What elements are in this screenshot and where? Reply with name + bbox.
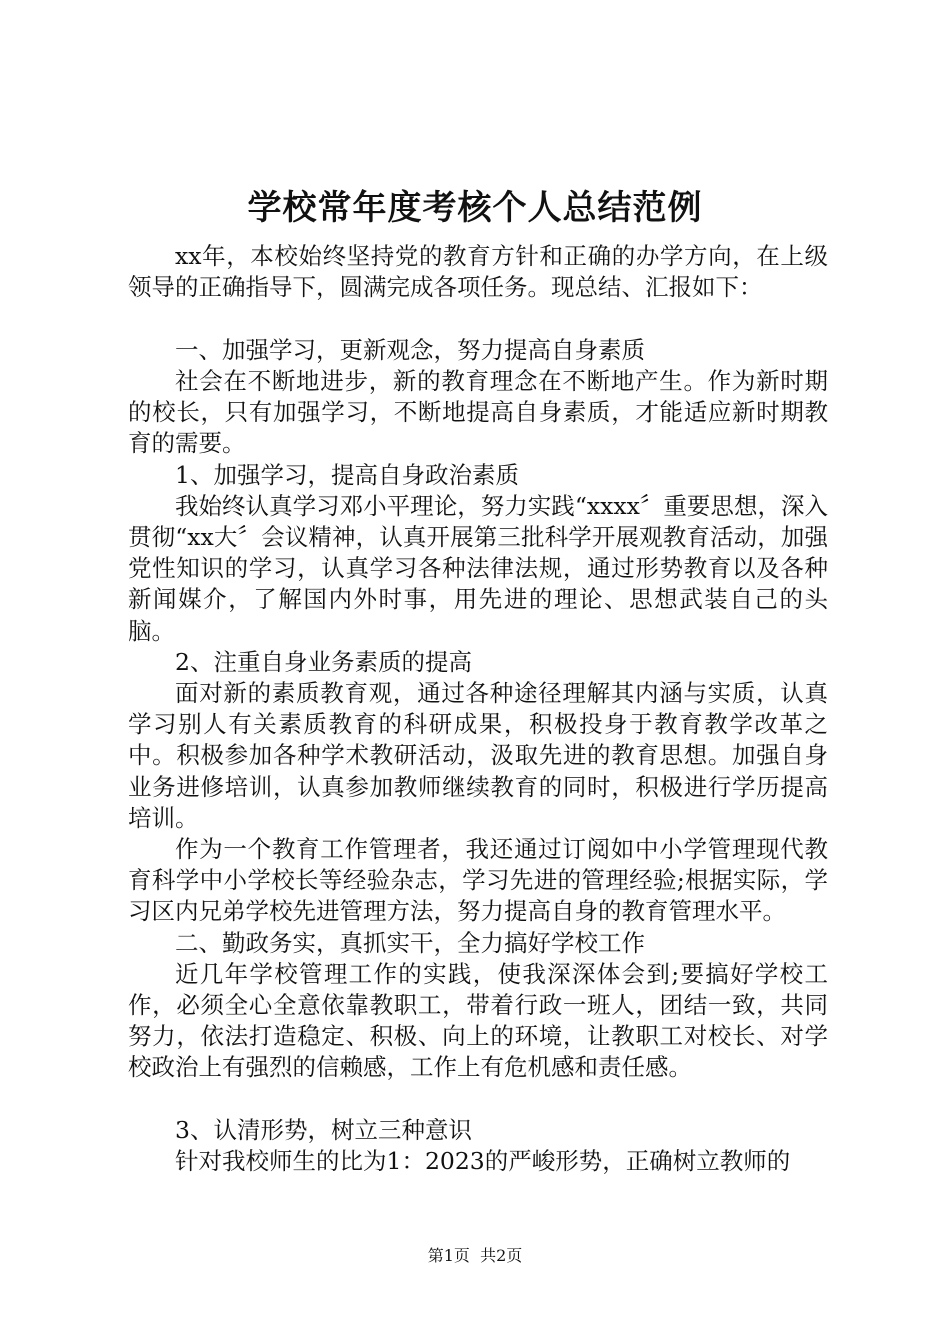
subsection-heading-2: 2、注重自身业务素质的提高 (175, 647, 472, 676)
document-body (128, 210, 828, 1177)
body-paragraph: 近几年学校管理工作的实践，使我深深体会到;要搞好学校工作，必须全心全意依靠教职工，带着行政一班人，团结一致，共同努力，依法打造稳定、积极、向上的环境，让教职工对校长、对学校政治上有强烈的信赖感，工作上有危机感和责任感。 (128, 959, 828, 1082)
page-total: 共2页 (480, 1246, 523, 1265)
section-heading-2: 二、勤政务实，真抓实干，全力搞好学校工作 (175, 928, 645, 957)
body-paragraph: 社会在不断地进步，新的教育理念在不断地产生。作为新时期的校长，只有加强学习，不断地提高自身素质，才能适应新时期教育的需要。 (128, 366, 828, 458)
document-title: 学校常年度考核个人总结范例 (247, 188, 703, 228)
spacer (128, 1084, 828, 1115)
body-paragraph: 面对新的素质教育观，通过各种途径理解其内涵与实质，认真学习别人有关素质教育的科研成果，积极投身于教育教学改革之中。积极参加各种学术教研活动，汲取先进的教育思想。加强自身业务进修培训，认真参加教师继续教育的同时，积极进行学历提高培训。 (128, 679, 828, 832)
intro-paragraph: xx年，本校始终坚持党的教育方针和正确的办学方向，在上级领导的正确指导下，圆满完成各项任务。现总结、汇报如下： (128, 242, 828, 302)
body-paragraph: 针对我校师生的比为1：2023的严峻形势，正确树立教师的 (175, 1147, 791, 1176)
body-paragraph: 我始终认真学习邓小平理论，努力实践“xxxx〞重要思想，深入贯彻“xx大〞会议精神，认真开展第三批科学开展观教育活动，加强党性知识的学习，认真学习各种法律法规，通过形势教育以及各种新闻媒介，了解国内外时事，用先进的理论、思想武装自己的头脑。 (128, 491, 828, 645)
subsection-heading-1: 1、加强学习，提高自身政治素质 (175, 460, 519, 489)
spacer (128, 210, 828, 241)
spacer (128, 304, 828, 335)
section-heading-1: 一、加强学习，更新观念，努力提高自身素质 (175, 335, 645, 364)
body-paragraph: 作为一个教育工作管理者，我还通过订阅如中小学管理现代教育科学中小学校长等经验杂志，学习先进的管理经验;根据实际，学习区内兄弟学校先进管理方法，努力提高自身的教育管理水平。 (128, 835, 828, 926)
page-footer (0, 1244, 950, 1268)
subsection-heading-3: 3、认清形势，树立三种意识 (175, 1115, 472, 1144)
page-number: 第1页 (427, 1246, 470, 1265)
